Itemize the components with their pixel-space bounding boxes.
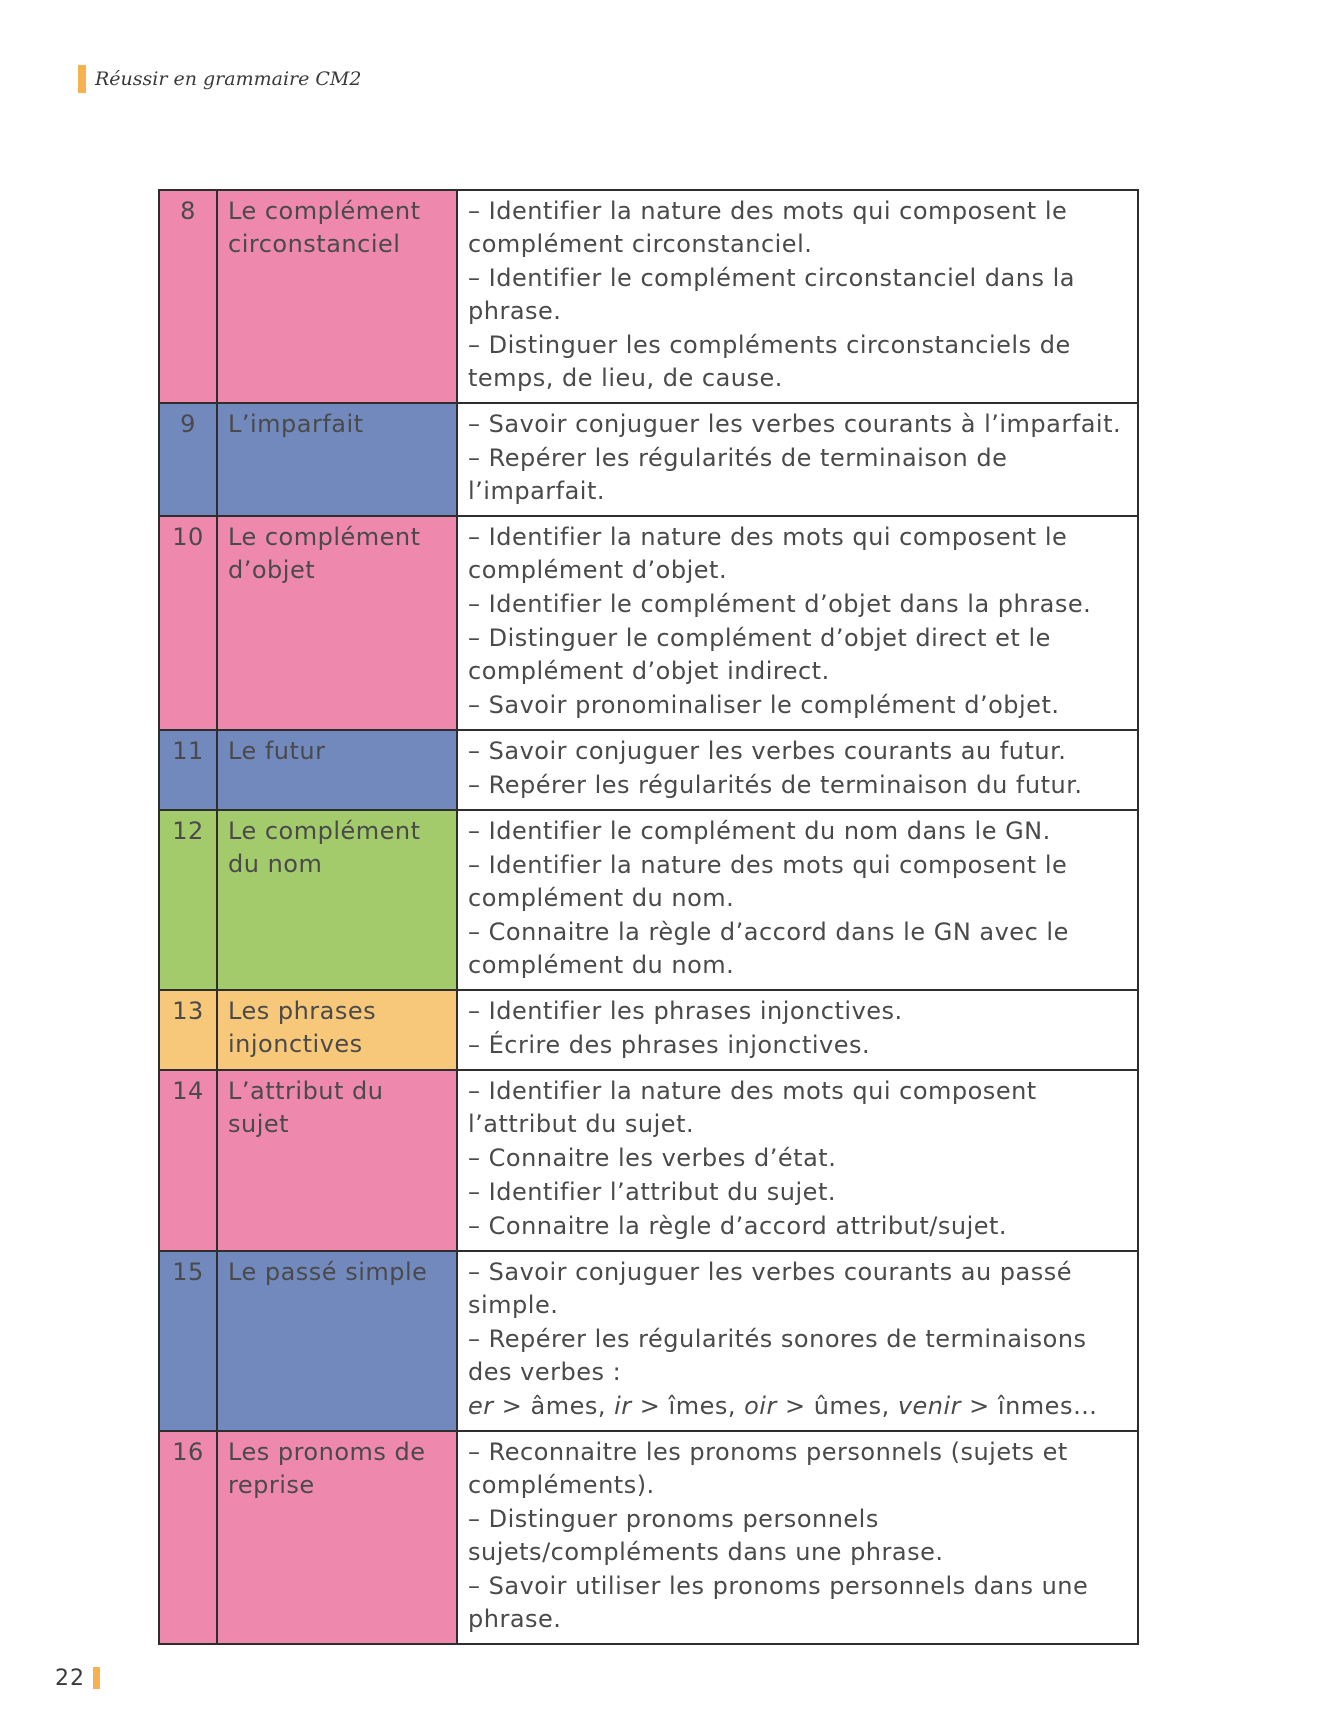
objective-item: – Distinguer pronoms personnels sujets/compléments dans une phrase.	[468, 1505, 944, 1566]
verb-ending: oir	[744, 1392, 777, 1420]
lesson-topic: Le complément du nom	[217, 810, 457, 990]
objective-item: – Connaitre la règle d’accord dans le GN avec le complément du nom.	[468, 918, 1069, 979]
lesson-objectives	[457, 190, 1138, 403]
objective-item: – Identifier la nature des mots qui composent le complément du nom.	[468, 851, 1068, 912]
table-row	[159, 990, 1138, 1070]
table-row	[159, 190, 1138, 403]
lesson-objectives	[457, 990, 1138, 1070]
lesson-topic: Le complément d’objet	[217, 516, 457, 730]
ending-result: > îmes,	[631, 1392, 745, 1420]
objective-item: – Distinguer le complément d’objet direct et le complément d’objet indirect.	[468, 624, 1051, 685]
ending-examples	[468, 1390, 1131, 1423]
lesson-objectives	[457, 403, 1138, 516]
objective-item: – Identifier les phrases injonctives.	[468, 997, 903, 1025]
page-number: 22	[55, 1665, 85, 1691]
verb-ending: er	[468, 1392, 494, 1420]
verb-ending: venir	[897, 1392, 962, 1420]
ending-result: > înmes…	[961, 1392, 1098, 1420]
objective-item: – Écrire des phrases injonctives.	[468, 1031, 871, 1059]
running-header	[78, 64, 361, 94]
objective-item: – Identifier le complément d’objet dans la phrase.	[468, 590, 1092, 618]
table-row	[159, 810, 1138, 990]
progression-table	[158, 189, 1139, 1645]
table-row	[159, 730, 1138, 810]
ending-result: > ûmes,	[776, 1392, 898, 1420]
lesson-number: 10	[159, 516, 217, 730]
objective-item: – Savoir conjuguer les verbes courants au passé simple.	[468, 1258, 1073, 1319]
table-row	[159, 1431, 1138, 1644]
objective-item: – Savoir utiliser les pronoms personnels dans une phrase.	[468, 1572, 1089, 1633]
objective-item: – Repérer les régularités de terminaison de l’imparfait.	[468, 444, 1008, 505]
lesson-number: 9	[159, 403, 217, 516]
lesson-number: 13	[159, 990, 217, 1070]
lesson-topic: Le complément circonstanciel	[217, 190, 457, 403]
objective-item: – Savoir pronominaliser le complément d’objet.	[468, 691, 1060, 719]
ending-result: > âmes,	[493, 1392, 615, 1420]
lesson-topic: Le futur	[217, 730, 457, 810]
lesson-objectives	[457, 1431, 1138, 1644]
verb-ending: ir	[614, 1392, 632, 1420]
lesson-number: 15	[159, 1251, 217, 1431]
objective-item: – Identifier l’attribut du sujet.	[468, 1178, 836, 1206]
lesson-number: 11	[159, 730, 217, 810]
lesson-number: 12	[159, 810, 217, 990]
objective-item: – Savoir conjuguer les verbes courants au futur.	[468, 737, 1067, 765]
table-row	[159, 1251, 1138, 1431]
lesson-objectives	[457, 730, 1138, 810]
lesson-number: 16	[159, 1431, 217, 1644]
objective-item: – Connaitre les verbes d’état.	[468, 1144, 837, 1172]
objective-item: – Identifier la nature des mots qui composent le complément circonstanciel.	[468, 197, 1068, 258]
lesson-number: 8	[159, 190, 217, 403]
header-accent-bar	[78, 65, 86, 93]
lesson-topic: L’attribut du sujet	[217, 1070, 457, 1251]
table-row	[159, 403, 1138, 516]
objective-item: – Reconnaitre les pronoms personnels (sujets et compléments).	[468, 1438, 1068, 1499]
lesson-topic: Le passé simple	[217, 1251, 457, 1431]
objective-item: – Identifier le complément circonstanciel dans la phrase.	[468, 264, 1075, 325]
table-row	[159, 1070, 1138, 1251]
book-title: Réussir en grammaire CM2	[95, 68, 362, 90]
objective-item: – Connaitre la règle d’accord attribut/sujet.	[468, 1212, 1008, 1240]
lesson-objectives	[457, 1251, 1138, 1431]
objective-item: – Repérer les régularités de terminaison du futur.	[468, 771, 1083, 799]
lesson-topic: L’imparfait	[217, 403, 457, 516]
lesson-topic: Les pronoms de reprise	[217, 1431, 457, 1644]
lesson-objectives	[457, 516, 1138, 730]
objective-item: – Repérer les régularités sonores de terminaisons des verbes :	[468, 1325, 1087, 1386]
objective-item: – Distinguer les compléments circonstanciels de temps, de lieu, de cause.	[468, 331, 1071, 392]
table-row	[159, 516, 1138, 730]
objective-item: – Savoir conjuguer les verbes courants à l’imparfait.	[468, 410, 1122, 438]
lesson-number: 14	[159, 1070, 217, 1251]
objective-item: – Identifier le complément du nom dans le GN.	[468, 817, 1051, 845]
footer-accent-bar	[93, 1667, 100, 1689]
lesson-topic: Les phrases injonctives	[217, 990, 457, 1070]
page-footer	[55, 1663, 100, 1693]
lesson-objectives	[457, 810, 1138, 990]
table-body	[159, 190, 1138, 1644]
objective-item: – Identifier la nature des mots qui composent le complément d’objet.	[468, 523, 1068, 584]
objective-item: – Identifier la nature des mots qui composent l’attribut du sujet.	[468, 1077, 1037, 1138]
lesson-objectives	[457, 1070, 1138, 1251]
